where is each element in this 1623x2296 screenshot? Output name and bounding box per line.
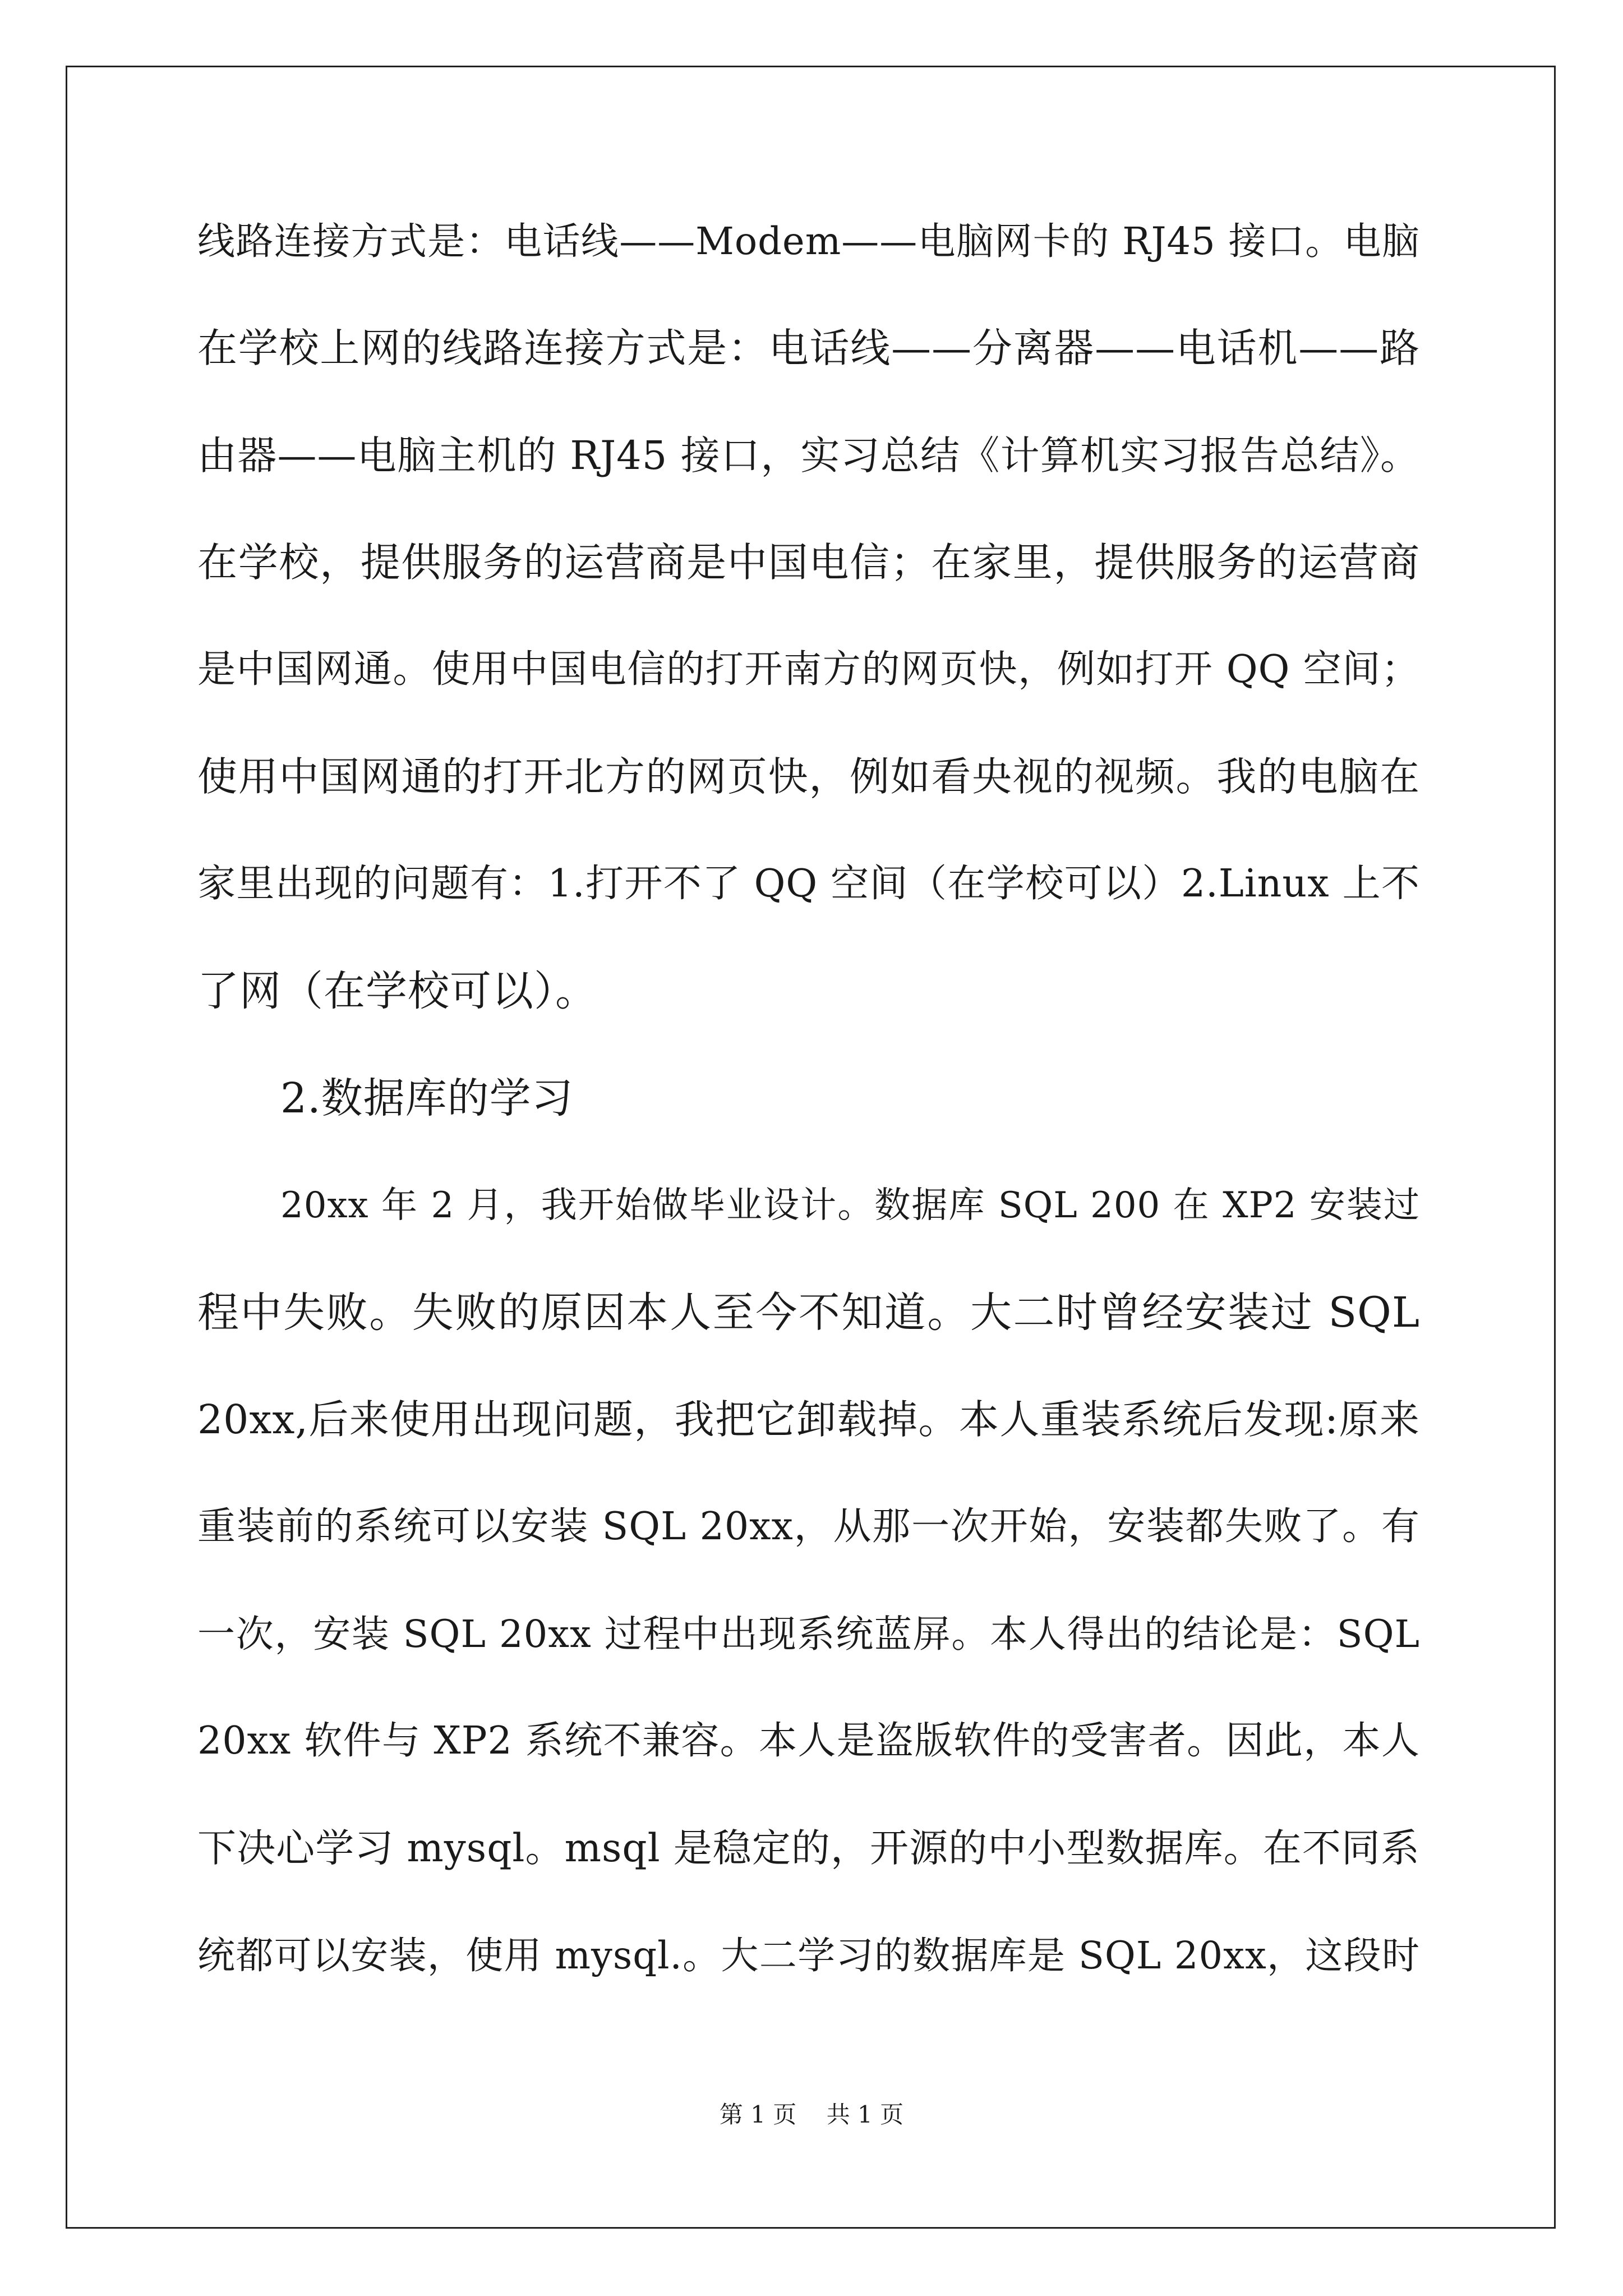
text-line: 20xx,后来使用出现问题，我把它卸载掉。本人重装系统后发现:原来 bbox=[197, 1396, 1420, 1443]
text-line: 在学校，提供服务的运营商是中国电信；在家里，提供服务的运营商 bbox=[197, 539, 1420, 586]
text-line: 20xx 年 2 月，我开始做毕业设计。数据库 SQL 200 在 XP2 安装过 bbox=[280, 1185, 1420, 1226]
text-line: 20xx 软件与 XP2 系统不兼容。本人是盗版软件的受害者。因此，本人 bbox=[197, 1719, 1420, 1763]
text-line: 统都可以安装，使用 mysql.。大二学习的数据库是 SQL 20xx，这段时 bbox=[197, 1934, 1420, 1977]
text-line: 家里出现的问题有：1.打开不了 QQ 空间（在学校可以）2.Linux 上不 bbox=[197, 862, 1420, 906]
text-line: 程中失败。失败的原因本人至今不知道。大二时曾经安装过 SQL bbox=[197, 1289, 1420, 1337]
text-line: 重装前的系统可以安装 SQL 20xx，从那一次开始，安装都失败了。有 bbox=[197, 1504, 1420, 1549]
text-line: 线路连接方式是：电话线——Modem——电脑网卡的 RJ45 接口。电脑 bbox=[197, 219, 1420, 263]
page-number-footer: 第 1 页 共 1 页 bbox=[719, 2101, 904, 2128]
text-line: 由器——电脑主机的 RJ45 接口，实习总结《计算机实习报告总结》。 bbox=[197, 432, 1420, 478]
section-heading: 2.数据库的学习 bbox=[280, 1074, 574, 1122]
text-line: 下决心学习 mysql。msql 是稳定的，开源的中小型数据库。在不同系 bbox=[197, 1826, 1420, 1871]
text-line: 一次，安装 SQL 20xx 过程中出现系统蓝屏。本人得出的结论是：SQL bbox=[197, 1612, 1420, 1656]
text-line: 了网（在学校可以）。 bbox=[197, 967, 597, 1015]
text-line: 是中国网通。使用中国电信的打开南方的网页快，例如打开 QQ 空间； bbox=[197, 647, 1420, 692]
text-line: 使用中国网通的打开北方的网页快，例如看央视的视频。我的电脑在 bbox=[197, 753, 1420, 800]
text-line: 在学校上网的线路连接方式是：电话线——分离器——电话机——路 bbox=[197, 325, 1420, 371]
document-body bbox=[197, 208, 1420, 2029]
